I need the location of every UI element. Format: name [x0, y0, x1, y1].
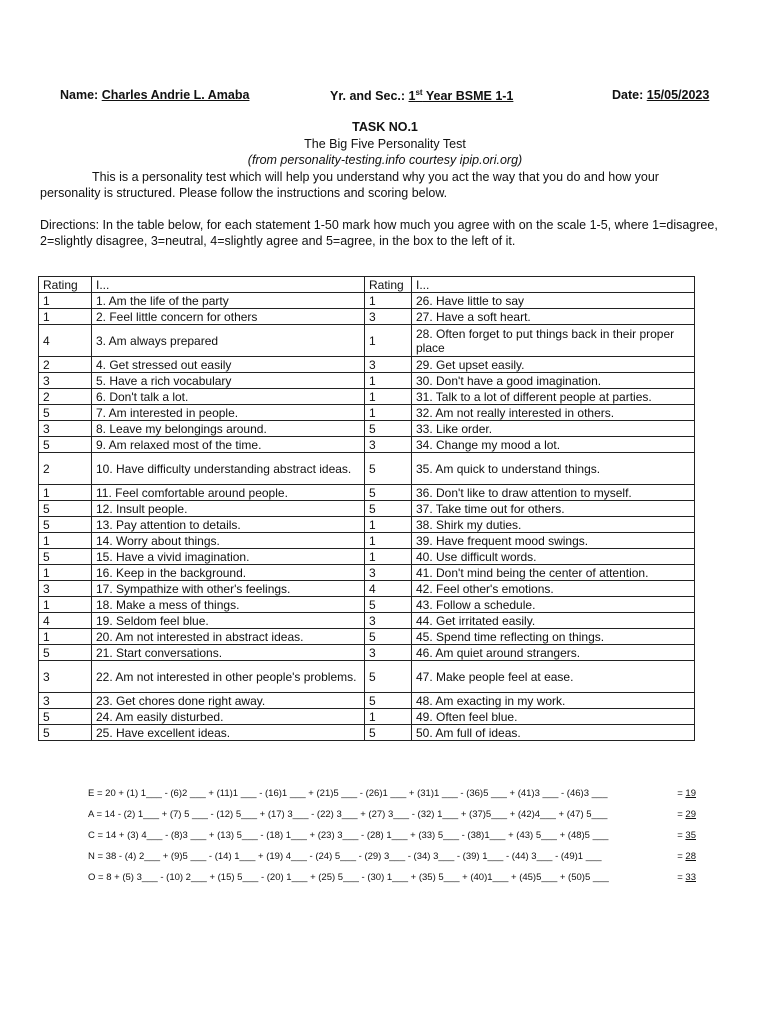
table-row	[39, 629, 695, 645]
ratings-table	[38, 276, 695, 741]
table-row	[39, 517, 695, 533]
statement-left: 17. Sympathize with other's feelings.	[92, 581, 365, 597]
rating-right[interactable]: 5	[365, 485, 412, 501]
statement-right: 35. Am quick to understand things.	[412, 453, 695, 485]
task-title: TASK NO.1	[352, 120, 418, 134]
rating-right[interactable]: 4	[365, 581, 412, 597]
table-row	[39, 389, 695, 405]
rating-left[interactable]: 5	[39, 725, 92, 741]
rating-left[interactable]: 4	[39, 613, 92, 629]
rating-right[interactable]: 1	[365, 405, 412, 421]
rating-right[interactable]: 1	[365, 709, 412, 725]
rating-right[interactable]: 5	[365, 421, 412, 437]
statement-right: 49. Often feel blue.	[412, 709, 695, 725]
statement-right: 29. Get upset easily.	[412, 357, 695, 373]
statement-left: 12. Insult people.	[92, 501, 365, 517]
rating-left[interactable]: 3	[39, 421, 92, 437]
table-row	[39, 453, 695, 485]
score-formula: O = 8 + (5) 3___ - (10) 2___ + (15) 5___ - (20) 1___ + (25) 5___ - (30) 1___ + (35) 5___ + (40)1___ + (45)5___ + (50)5 ___	[88, 872, 609, 883]
header-statement-right: I...	[412, 277, 695, 293]
score-total-value: 35	[685, 830, 696, 841]
table-row	[39, 661, 695, 693]
score-total-value: 19	[685, 788, 696, 799]
table-header-row	[39, 277, 695, 293]
rating-right[interactable]: 5	[365, 661, 412, 693]
name-label: Name:	[60, 88, 99, 102]
statement-right: 43. Follow a schedule.	[412, 597, 695, 613]
statement-right: 48. Am exacting in my work.	[412, 693, 695, 709]
statement-right: 30. Don't have a good imagination.	[412, 373, 695, 389]
rating-right[interactable]: 5	[365, 693, 412, 709]
rating-left[interactable]: 2	[39, 453, 92, 485]
rating-right[interactable]: 1	[365, 517, 412, 533]
score-row	[88, 788, 708, 809]
statement-right: 41. Don't mind being the center of attention.	[412, 565, 695, 581]
header-rating-left: Rating	[39, 277, 92, 293]
rating-right[interactable]: 1	[365, 325, 412, 357]
score-equals: =	[677, 851, 686, 862]
statement-left: 1. Am the life of the party	[92, 293, 365, 309]
rating-left[interactable]: 5	[39, 549, 92, 565]
table-row	[39, 421, 695, 437]
table-row	[39, 437, 695, 453]
statement-right: 36. Don't like to draw attention to myself.	[412, 485, 695, 501]
rating-right[interactable]: 5	[365, 453, 412, 485]
header-line	[60, 88, 712, 104]
score-formula: N = 38 - (4) 2___ + (9)5 ___ - (14) 1___ + (19) 4___ - (24) 5___ - (29) 3___ - (34) 3___ - (39) 1___ - (44) 3___ - (49)1 ___	[88, 851, 602, 862]
rating-left[interactable]: 1	[39, 293, 92, 309]
table-row	[39, 613, 695, 629]
rating-right[interactable]: 1	[365, 549, 412, 565]
scoring-section	[88, 788, 708, 893]
rating-right[interactable]: 3	[365, 613, 412, 629]
score-total-value: 29	[685, 809, 696, 820]
intro-paragraph: This is a personality test which will help you understand why you act the way that you do and how your personality is structured. Please follow the instructions and scoring below.	[40, 170, 659, 200]
statement-left: 13. Pay attention to details.	[92, 517, 365, 533]
rating-left[interactable]: 3	[39, 581, 92, 597]
table-row	[39, 549, 695, 565]
statement-left: 20. Am not interested in abstract ideas.	[92, 629, 365, 645]
rating-right[interactable]: 3	[365, 565, 412, 581]
statement-right: 31. Talk to a lot of different people at parties.	[412, 389, 695, 405]
rating-right[interactable]: 5	[365, 629, 412, 645]
statement-right: 40. Use difficult words.	[412, 549, 695, 565]
rating-right[interactable]: 3	[365, 357, 412, 373]
rating-left[interactable]: 1	[39, 309, 92, 325]
statement-left: 9. Am relaxed most of the time.	[92, 437, 365, 453]
year-ordinal: 1	[408, 89, 416, 104]
table-row	[39, 565, 695, 581]
score-formula: A = 14 - (2) 1___ + (7) 5 ___ - (12) 5___ + (17) 3___ - (22) 3___ + (27) 3___ - (32) 1___ + (37)5___ + (42)4___ + (47) 5___	[88, 809, 608, 820]
statement-left: 11. Feel comfortable around people.	[92, 485, 365, 501]
statement-right: 34. Change my mood a lot.	[412, 437, 695, 453]
statement-left: 21. Start conversations.	[92, 645, 365, 661]
statement-left: 14. Worry about things.	[92, 533, 365, 549]
rating-right[interactable]: 1	[365, 533, 412, 549]
rating-right[interactable]: 1	[365, 389, 412, 405]
statement-left: 8. Leave my belongings around.	[92, 421, 365, 437]
statement-left: 4. Get stressed out easily	[92, 357, 365, 373]
table-row	[39, 293, 695, 309]
statement-left: 16. Keep in the background.	[92, 565, 365, 581]
rating-left[interactable]: 3	[39, 693, 92, 709]
test-subtitle: The Big Five Personality Test	[304, 137, 466, 151]
rating-right[interactable]: 5	[365, 597, 412, 613]
table-row	[39, 709, 695, 725]
score-row	[88, 851, 708, 872]
rating-left[interactable]: 1	[39, 629, 92, 645]
statement-right: 37. Take time out for others.	[412, 501, 695, 517]
table-row	[39, 309, 695, 325]
rating-right[interactable]: 5	[365, 501, 412, 517]
score-row	[88, 872, 708, 893]
score-total-value: 28	[685, 851, 696, 862]
source-note: (from personality-testing.info courtesy ipip.ori.org)	[247, 153, 523, 167]
score-equals: =	[677, 809, 686, 820]
header-rating-right: Rating	[365, 277, 412, 293]
header-statement-left: I...	[92, 277, 365, 293]
rating-left[interactable]: 1	[39, 597, 92, 613]
score-row	[88, 830, 708, 851]
rating-left[interactable]: 5	[39, 517, 92, 533]
statement-right: 45. Spend time reflecting on things.	[412, 629, 695, 645]
score-equals: =	[677, 830, 686, 841]
rating-left[interactable]: 5	[39, 437, 92, 453]
statement-right: 33. Like order.	[412, 421, 695, 437]
year-section-value	[409, 89, 514, 103]
score-equals: =	[677, 872, 686, 883]
statement-left: 3. Am always prepared	[92, 325, 365, 357]
year-section-label: Yr. and Sec.:	[330, 89, 406, 104]
name-value: Charles Andrie L. Amaba	[101, 88, 250, 102]
year-ordinal-suffix: st	[415, 88, 423, 97]
statement-left: 22. Am not interested in other people's problems.	[92, 661, 365, 693]
statement-left: 7. Am interested in people.	[92, 405, 365, 421]
statement-right: 46. Am quiet around strangers.	[412, 645, 695, 661]
rating-left[interactable]: 3	[39, 373, 92, 389]
table-row	[39, 373, 695, 389]
statement-right: 26. Have little to say	[412, 293, 695, 309]
rating-right[interactable]: 3	[365, 437, 412, 453]
score-total	[677, 809, 696, 820]
rating-left[interactable]: 1	[39, 485, 92, 501]
rating-right[interactable]: 1	[365, 293, 412, 309]
statement-left: 5. Have a rich vocabulary	[92, 373, 365, 389]
name-field	[60, 88, 249, 102]
rating-left[interactable]: 1	[39, 533, 92, 549]
statement-right: 39. Have frequent mood swings.	[412, 533, 695, 549]
score-row	[88, 809, 708, 830]
statement-left: 15. Have a vivid imagination.	[92, 549, 365, 565]
table-body	[39, 293, 695, 741]
table-row	[39, 485, 695, 501]
table-row	[39, 645, 695, 661]
table-row	[39, 597, 695, 613]
year-section-rest: Year BSME 1-1	[422, 89, 514, 104]
table-row	[39, 357, 695, 373]
table-row	[39, 725, 695, 741]
rating-left[interactable]: 2	[39, 389, 92, 405]
rating-left[interactable]: 5	[39, 405, 92, 421]
rating-left[interactable]: 3	[39, 661, 92, 693]
year-section-field	[330, 88, 513, 103]
table-row	[39, 533, 695, 549]
score-total	[677, 851, 696, 862]
score-total	[677, 872, 696, 883]
date-label: Date:	[612, 88, 644, 102]
statement-right: 32. Am not really interested in others.	[412, 405, 695, 421]
rating-left[interactable]: 4	[39, 325, 92, 357]
statement-left: 2. Feel little concern for others	[92, 309, 365, 325]
score-total	[677, 788, 696, 799]
statement-left: 24. Am easily disturbed.	[92, 709, 365, 725]
statement-left: 10. Have difficulty understanding abstract ideas.	[92, 453, 365, 485]
rating-right[interactable]: 3	[365, 309, 412, 325]
table-row	[39, 581, 695, 597]
directions-paragraph: Directions: In the table below, for each statement 1-50 mark how much you agree with on the scale 1-5, where 1=disagree, 2=slightly disagree, 3=neutral, 4=slightly agree and 5=agree, in the box to the left of it.	[40, 218, 718, 248]
statement-left: 18. Make a mess of things.	[92, 597, 365, 613]
rating-left[interactable]: 2	[39, 357, 92, 373]
table-row	[39, 501, 695, 517]
statement-left: 23. Get chores done right away.	[92, 693, 365, 709]
table-row	[39, 693, 695, 709]
statement-right: 38. Shirk my duties.	[412, 517, 695, 533]
score-equals: =	[677, 788, 686, 799]
rating-left[interactable]: 5	[39, 709, 92, 725]
statement-right: 50. Am full of ideas.	[412, 725, 695, 741]
score-total	[677, 830, 696, 841]
date-field	[612, 88, 709, 102]
statement-right: 27. Have a soft heart.	[412, 309, 695, 325]
statement-left: 25. Have excellent ideas.	[92, 725, 365, 741]
table-row	[39, 325, 695, 357]
rating-left[interactable]: 1	[39, 565, 92, 581]
table-row	[39, 405, 695, 421]
rating-right[interactable]: 5	[365, 725, 412, 741]
statement-left: 6. Don't talk a lot.	[92, 389, 365, 405]
score-total-value: 33	[685, 872, 696, 883]
rating-left[interactable]: 5	[39, 645, 92, 661]
statement-right: 47. Make people feel at ease.	[412, 661, 695, 693]
date-value: 15/05/2023	[646, 88, 710, 102]
rating-right[interactable]: 3	[365, 645, 412, 661]
statement-right: 42. Feel other's emotions.	[412, 581, 695, 597]
statement-right: 44. Get irritated easily.	[412, 613, 695, 629]
score-formula: C = 14 + (3) 4___ - (8)3 ___ + (13) 5___ - (18) 1___ + (23) 3___ - (28) 1___ + (33) 5___ - (38)1___ + (43) 5___ + (48)5 ___	[88, 830, 609, 841]
rating-right[interactable]: 1	[365, 373, 412, 389]
statement-right: 28. Often forget to put things back in their proper place	[412, 325, 695, 357]
rating-left[interactable]: 5	[39, 501, 92, 517]
statement-left: 19. Seldom feel blue.	[92, 613, 365, 629]
score-formula: E = 20 + (1) 1___ - (6)2 ___ + (11)1 ___ - (16)1 ___ + (21)5 ___ - (26)1 ___ + (31)1 ___ - (36)5 ___ + (41)3 ___ - (46)3 ___	[88, 788, 608, 799]
